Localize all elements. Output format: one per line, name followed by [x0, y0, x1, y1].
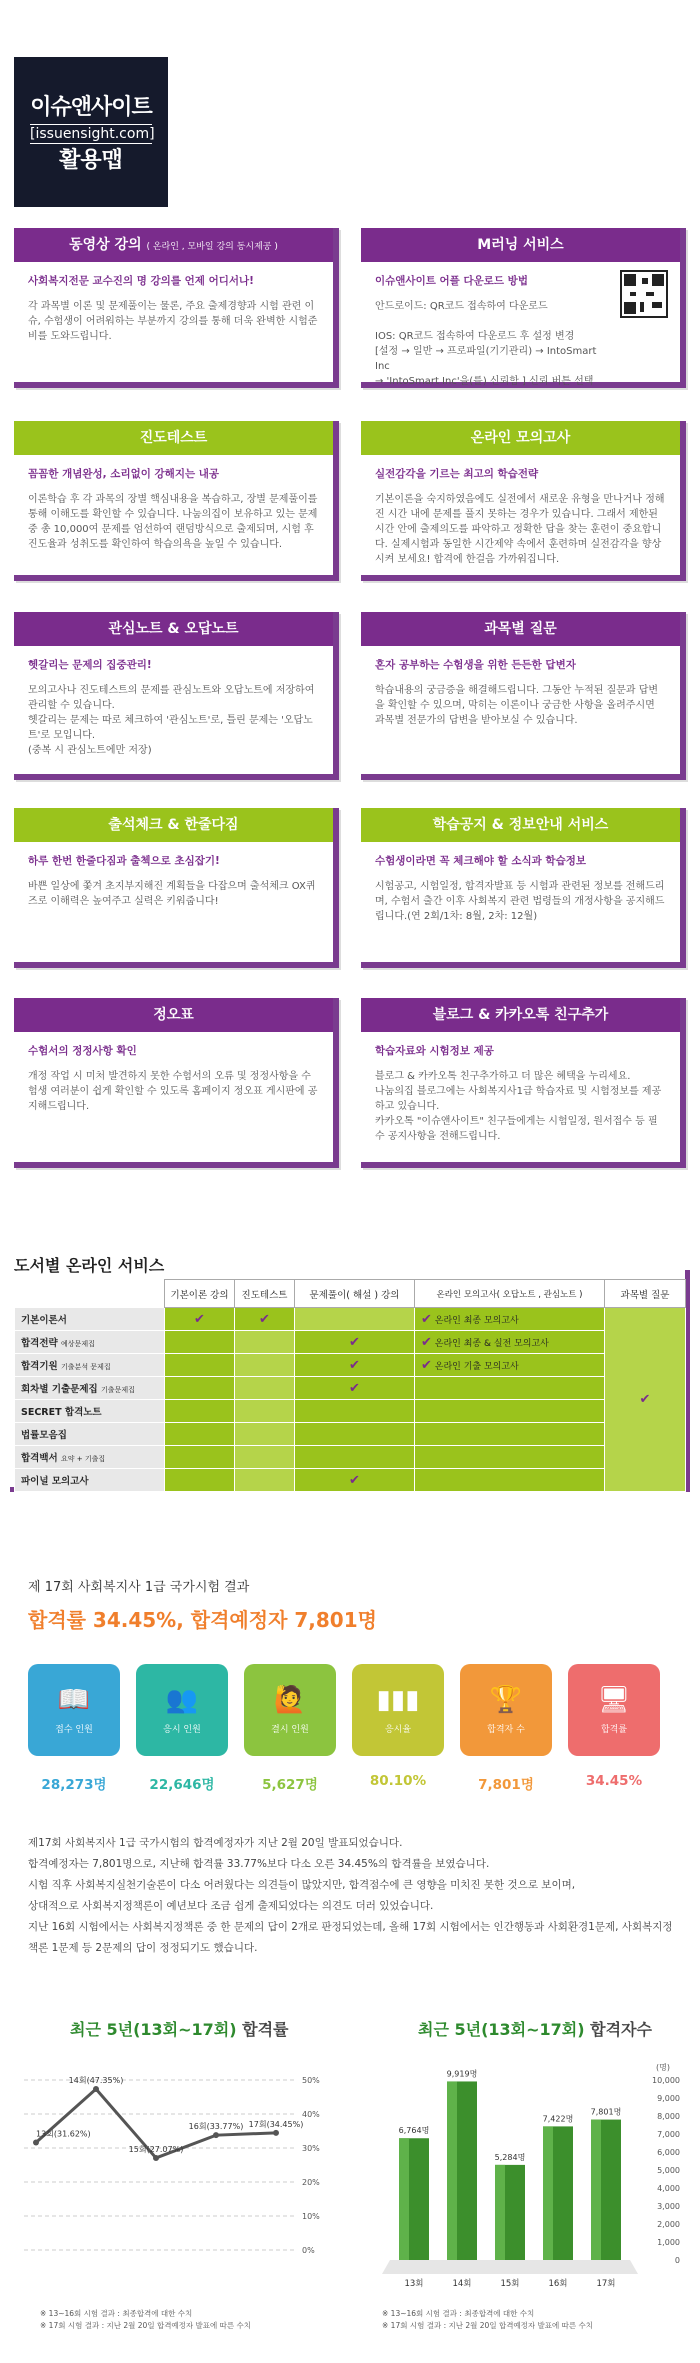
stat-label: 접수 인원: [55, 1725, 93, 1735]
bar-highlight: [399, 2138, 409, 2260]
data-point: [153, 2155, 159, 2161]
y-tick-label: 40%: [302, 2110, 320, 2119]
y-tick-label: 6,000: [657, 2148, 680, 2157]
card-mlearning: [361, 228, 686, 388]
unit-label: (명): [656, 2063, 670, 2072]
book-person-icon: 📖: [57, 1685, 91, 1715]
bar-highlight: [591, 2120, 601, 2260]
mock-cell: ✔ 온라인 기출 모의고사: [415, 1354, 605, 1377]
monitor-icon: 🖥: [597, 1685, 631, 1715]
card-notice: [361, 808, 686, 968]
check-icon: ✔: [639, 1392, 651, 1407]
y-tick-label: 0%: [302, 2246, 315, 2255]
stat-value: 34.45%: [585, 1773, 643, 1789]
header-cell: [15, 1280, 165, 1308]
card-title: 동영상 강의 ( 온라인 , 모바일 강의 동시제공 ): [14, 228, 333, 262]
card-subtitle: 수험생이라면 꼭 체크해야 할 소식과 학습정보: [375, 855, 586, 867]
y-tick-label: 4,000: [657, 2184, 680, 2193]
card-body: 안드로이드: QR코드 접속하여 다운로드 IOS: QR코드 접속하여 다운로드 후 설정 변경 [설정 → 일반 → 프로파일(기기관리) → IntoSmart Inc → 'IntoSmart Inc'을(를) 신뢰함 ] 신뢰 버튼 선택: [375, 301, 597, 387]
row-header: 합격기원 기출분석 문제집: [15, 1354, 165, 1377]
stat-label: 응시율: [384, 1725, 412, 1735]
card-title: 과목별 질문: [361, 612, 680, 646]
y-tick-label: 9,000: [657, 2094, 680, 2103]
count-bar-chart: [370, 2050, 690, 2290]
data-label: 16회(33.77%): [188, 2122, 244, 2132]
exam-title: 제 17회 사회복지사 1급 국가시험 결과: [28, 1580, 250, 1595]
logo-line1: 이슈앤사이트: [30, 95, 152, 120]
rate-line-chart: [14, 2050, 350, 2280]
card-title: 관심노트 & 오답노트: [14, 612, 333, 646]
count-chart-title: 최근 5년(13회~17회) 합격자수: [418, 2020, 652, 2039]
stat-value: 5,627명: [262, 1777, 318, 1793]
card-errata: [14, 998, 339, 1168]
y-tick-label: 5,000: [657, 2166, 680, 2175]
bar-highlight: [495, 2165, 505, 2260]
bar-chart-icon: ▮▮▮: [376, 1685, 420, 1715]
check-icon: ✔: [295, 1354, 415, 1377]
y-tick-label: 20%: [302, 2178, 320, 2187]
data-point: [33, 2139, 39, 2145]
logo-line2: [issuensight.com]: [30, 126, 155, 142]
x-tick-label: 16회: [548, 2279, 568, 2289]
card-title: 정오표: [14, 998, 333, 1032]
data-point: [273, 2130, 279, 2136]
row-header: 회차별 기출문제집 기출문제집: [15, 1377, 165, 1400]
card-subtitle: 이슈앤사이트 어플 다운로드 방법: [375, 275, 528, 287]
logo: [14, 57, 168, 207]
row-header: 파이널 모의고사: [15, 1469, 165, 1492]
stat-value: 7,801명: [478, 1777, 534, 1793]
person-icon: 🙋: [273, 1685, 307, 1715]
check-icon: ✔: [235, 1308, 295, 1331]
y-tick-label: 8,000: [657, 2112, 680, 2121]
card-subtitle: 혼자 공부하는 수험생을 위한 든든한 답변자: [375, 659, 576, 671]
logo-line3: 활용맵: [59, 148, 123, 173]
y-tick-label: 30%: [302, 2144, 320, 2153]
card-subtitle: 학습자료와 시험정보 제공: [375, 1045, 494, 1057]
card-body: 이론학습 후 각 과목의 장별 핵심내용을 복습하고, 장별 문제풀이를 통해 이해도를 확인할 수 있습니다. 나눔의집이 보유하고 있는 문제 중 총 10,000여 문제를 엄선하여 랜덤방식으로 출제되며, 시험 후 진도율과 성취도를 확인하여 학습의욕을 높일 수 있습니다.: [28, 494, 318, 550]
stat-card: [568, 1664, 660, 1756]
data-label: 5,284명: [494, 2152, 526, 2162]
header-cell: 온라인 모의고사( 오답노트 , 관심노트 ): [415, 1280, 605, 1308]
stat-value: 28,273명: [41, 1777, 107, 1793]
data-label: 7,422명: [542, 2114, 574, 2124]
group-icon: 👥: [165, 1685, 199, 1715]
rate-chart-notes: ※ 13~16회 시험 결과 : 최종합격에 대한 수치 ※ 17회 시험 결과 : 지난 2월 20일 합격예정자 발표에 따른 수치: [40, 2309, 252, 2330]
mock-cell: ✔ 온라인 최종 & 실전 모의고사: [415, 1331, 605, 1354]
check-icon: ✔: [295, 1377, 415, 1400]
stat-card: [136, 1664, 228, 1756]
card-title: 블로그 & 카카오톡 친구추가: [361, 998, 680, 1032]
x-tick-label: 13회: [404, 2279, 424, 2289]
check-icon: ✔: [165, 1308, 235, 1331]
data-label: 15회(27.07%): [128, 2144, 184, 2154]
card-body: 시험공고, 시험일정, 합격자발표 등 시험과 관련된 정보를 전해드리며, 수험서 출간 이후 사회복지 관련 법령들의 개정사항을 공지해드립니다.(연 2회/1차: 8월, 2차: 12월): [375, 881, 665, 922]
services-table: [14, 1279, 686, 1492]
header-cell: 진도테스트: [235, 1280, 295, 1308]
y-tick-label: 3,000: [657, 2202, 680, 2211]
stat-label: 응시 인원: [163, 1725, 201, 1735]
data-label: 17회(34.45%): [248, 2119, 304, 2129]
card-title: 온라인 모의고사: [361, 421, 680, 455]
row-header: 법률모음집: [15, 1423, 165, 1446]
stat-label: 합격률: [600, 1725, 628, 1735]
data-label: 6,764명: [398, 2126, 430, 2136]
rate-chart-title: 최근 5년(13회~17회) 합격률: [70, 2020, 289, 2039]
mock-cell: ✔ 온라인 최종 모의고사: [415, 1308, 605, 1331]
data-label: 9,919명: [446, 2069, 478, 2079]
trophy-person-icon: 🏆: [489, 1685, 523, 1715]
stat-value: 22,646명: [149, 1777, 215, 1793]
row-header: 합격백서 요약 + 기출집: [15, 1446, 165, 1469]
y-tick-label: 0: [674, 2256, 680, 2265]
card-video-lecture: [14, 228, 339, 388]
stat-value: 80.10%: [369, 1773, 427, 1789]
check-icon: ✔: [295, 1469, 415, 1492]
y-tick-label: 1,000: [657, 2238, 680, 2247]
card-subtitle: 헷갈리는 문제의 집중관리!: [28, 659, 152, 671]
data-point: [213, 2132, 219, 2138]
qr-code-icon[interactable]: [620, 270, 668, 318]
stat-card: [28, 1664, 120, 1756]
card-body: 블로그 & 카카오톡 친구추가하고 더 많은 혜택을 누리세요. 나눔의집 블로그에는 사회복지사1급 학습자료 및 시험정보를 제공하고 있습니다. 카카오톡 "이슈앤사이트" 친구들에게는 시험일정, 원서접수 등 필수 공지사항을 전해드립니다.: [375, 1071, 662, 1142]
x-tick-label: 15회: [500, 2279, 520, 2289]
card-online-mock: [361, 421, 686, 581]
data-label: 7,801명: [590, 2107, 622, 2117]
services-title: 도서별 온라인 서비스: [14, 1256, 165, 1275]
y-tick-label: 7,000: [657, 2130, 680, 2139]
card-body: 각 과목별 이론 및 문제풀이는 물론, 주요 출제경향과 시험 관련 이슈, 수험생이 어려워하는 부분까지 강의를 통해 더욱 완벽한 시험준비를 도와드립니다.: [28, 301, 318, 342]
card-subtitle: 꼼꼼한 개념완성, 소리없이 강해지는 내공: [28, 468, 220, 480]
x-tick-label: 14회: [452, 2279, 472, 2289]
stat-label: 결시 인원: [271, 1725, 309, 1735]
card-body: 학습내용의 궁금증을 해결해드립니다. 그동안 누적된 질문과 답변을 확인할 수 있으며, 막히는 이론이나 궁금한 사항을 올려주시면 과목별 전문가의 답변을 받아보실 수 있습니다.: [375, 685, 659, 726]
card-body: 기본이론을 숙지하였음에도 실전에서 새로운 유형을 만나거나 정해진 시간 내에 문제를 풀지 못하는 경우가 있습니다. 그래서 제한된 시간 안에 출제의도를 파악하고 정확한 답을 찾는 훈련이 중요합니다. 실제시험과 동일한 시간제약 속에서 훈련하며 실전감각을 향상시켜 보세요! 합격에 한걸음 가까워집니다.: [375, 494, 665, 565]
card-attendance: [14, 808, 339, 968]
check-icon: ✔: [295, 1331, 415, 1354]
card-body: 개정 작업 시 미처 발견하지 못한 수험서의 오류 및 정정사항을 수험생 여러분이 쉽게 확인할 수 있도록 홈페이지 정오표 게시판에 공지해드립니다.: [28, 1071, 318, 1112]
stat-card: [244, 1664, 336, 1756]
y-tick-label: 50%: [302, 2076, 320, 2085]
card-body: 바쁜 일상에 쫓겨 초지부지해진 계획들을 다잡으며 출석체크 OX퀴즈로 이해력은 높여주고 실력은 키워줍니다!: [28, 881, 316, 907]
header-cell: 과목별 질문: [605, 1280, 686, 1308]
y-tick-label: 2,000: [657, 2220, 680, 2229]
row-header: 합격전략 예상문제집: [15, 1331, 165, 1354]
header-cell: 문제풀이( 해설 ) 강의: [295, 1280, 415, 1308]
row-header: SECRET 합격노트: [15, 1400, 165, 1423]
chart-floor: [382, 2260, 638, 2274]
stat-card: [352, 1664, 444, 1756]
card-progress-test: [14, 421, 339, 581]
y-tick-label: 10,000: [652, 2076, 680, 2085]
y-tick-label: 10%: [302, 2212, 320, 2221]
stat-label: 합격자 수: [487, 1725, 525, 1735]
count-chart-notes: ※ 13~16회 시험 결과 : 최종합격에 대한 수치 ※ 17회 시험 결과 : 지난 2월 20일 합격예정자 발표에 따른 수치: [382, 2309, 594, 2330]
exam-paragraph: 제17회 사회복지사 1급 국가시험의 합격예정자가 지난 2월 20일 발표되었습니다. 합격예정자는 7,801명으로, 지난해 합격률 33.77%보다 다소 오른 34.45%의 합격률을 보였습니다. 시험 직후 사회복지실천기술론이 다소 어려웠다는 의견들이 많았지만, 합격점수에 큰 영향을 미치진 못한 것으로 보이며, 상대적으로 사회복지정책론이 예년보다 조금 쉽게 출제되었다는 의견도 더러 있었습니다. 지난 16회 시험에서는 사회복지정책론 중 한 문제의 답이 2개로 판정되었는데, 올해 17회 시험에서는 인간행동과 사회환경1문제, 사회복지정책론 1문제 등 2문제의 답이 정정되기도 했습니다.: [28, 1837, 673, 1954]
header-cell: 기본이론 강의: [165, 1280, 235, 1308]
card-subtitle: 수험서의 정정사항 확인: [28, 1045, 137, 1057]
card-subtitle: 사회복지전문 교수진의 명 강의를 언제 어디서나!: [28, 275, 254, 287]
card-notes: [14, 612, 339, 780]
data-label: 13회(31.62%): [36, 2129, 91, 2139]
data-label: 14회(47.35%): [68, 2076, 124, 2086]
card-title: 학습공지 & 정보안내 서비스: [361, 808, 680, 842]
data-point: [93, 2086, 99, 2092]
card-title: 진도테스트: [14, 421, 333, 455]
card-title: 출석체크 & 한줄다짐: [14, 808, 333, 842]
card-subject-qna: [361, 612, 686, 780]
bar-highlight: [447, 2081, 457, 2260]
card-subtitle: 실전감각을 기르는 최고의 학습전략: [375, 468, 539, 480]
x-tick-label: 17회: [596, 2279, 616, 2289]
row-header: 기본이론서: [15, 1308, 165, 1331]
card-subtitle: 하루 한번 한줄다짐과 출첵으로 초심잡기!: [28, 855, 220, 867]
bar-highlight: [543, 2126, 553, 2260]
stat-card: [460, 1664, 552, 1756]
card-body: 모의고사나 진도테스트의 문제를 관심노트와 오답노트에 저장하여 관리할 수 있습니다. 헷갈리는 문제는 따로 체크하여 '관심노트'로, 틀린 문제는 '오답노트'로 모입니다. (중복 시 관심노트에만 저장): [28, 685, 315, 756]
card-title: M러닝 서비스: [361, 228, 680, 262]
card-blog-kakao: [361, 998, 686, 1168]
exam-headline: 합격률 34.45%, 합격예정자 7,801명: [28, 1608, 377, 1632]
